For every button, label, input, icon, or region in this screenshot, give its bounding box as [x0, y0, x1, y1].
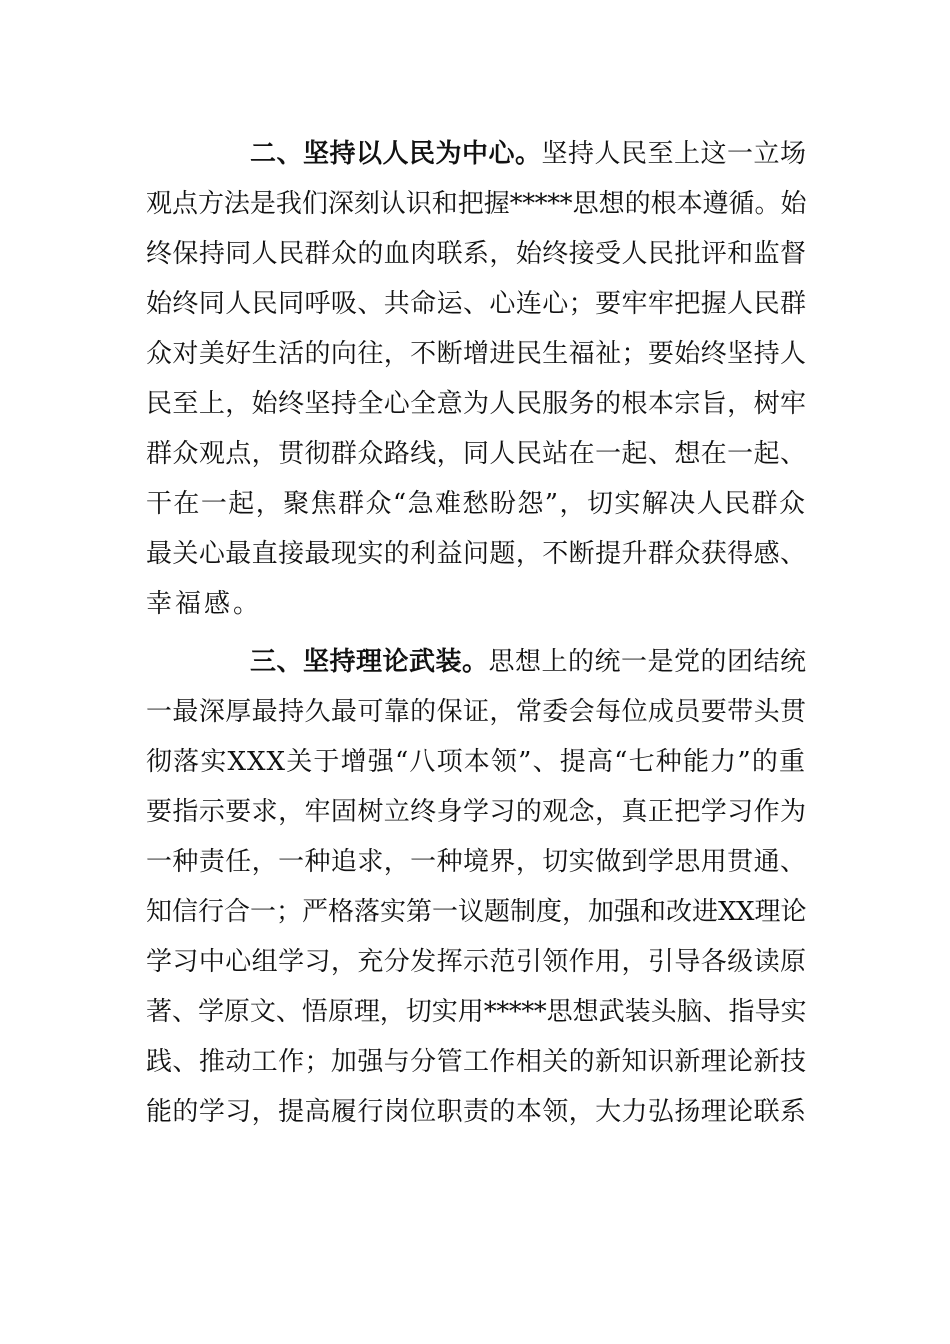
section-3-line-5: 知信行合一；严格落实第一议题制度，加强和改进XX理论 [146, 897, 806, 927]
section-2-line-0: 坚持人民至上这一立场 [541, 139, 806, 169]
section-2-line-6: 群众观点，贯彻群众路线，同人民站在一起、想在一起、 [146, 439, 806, 469]
section-3-line-9: 能的学习，提高履行岗位职责的本领，大力弘扬理论联系 [146, 1097, 806, 1127]
section-2-line-4: 众对美好生活的向往，不断增进民生福祉；要始终坚持人 [146, 339, 806, 369]
section-2-line-7: 干在一起，聚焦群众“急难愁盼怨”，切实解决人民群众 [146, 489, 806, 519]
section-2-heading: 二、坚持以人民为中心。 [250, 139, 542, 169]
section-2-first-line [250, 134, 806, 174]
section-3-line-2: 彻落实XXX关于增强“八项本领”、提高“七种能力”的重 [146, 747, 806, 777]
section-2-line-2: 终保持同人民群众的血肉联系，始终接受人民批评和监督 [146, 239, 806, 269]
section-3-line-8: 践、推动工作；加强与分管工作相关的新知识新理论新技 [146, 1047, 806, 1077]
section-2-line-8: 最关心最直接最现实的利益问题，不断提升群众获得感、 [146, 539, 806, 569]
section-2-line-3: 始终同人民同呼吸、共命运、心连心；要牢牢把握人民群 [146, 289, 806, 319]
section-3-line-3: 要指示要求，牢固树立终身学习的观念，真正把学习作为 [146, 797, 806, 827]
section-3-first-line [250, 642, 806, 682]
section-3-line-4: 一种责任，一种追求，一种境界，切实做到学思用贯通、 [146, 847, 806, 877]
section-2-line-9: 幸福感。 [146, 589, 263, 619]
section-3-line-6: 学习中心组学习，充分发挥示范引领作用，引导各级读原 [146, 947, 806, 977]
section-3-line-1: 一最深厚最持久最可靠的保证，常委会每位成员要带头贯 [146, 697, 806, 727]
section-3-line-0: 思想上的统一是党的团结统 [488, 647, 806, 677]
section-3-line-7: 著、学原文、悟原理，切实用*****思想武装头脑、指导实 [146, 997, 806, 1027]
section-2-line-1: 观点方法是我们深刻认识和把握*****思想的根本遵循。始 [146, 189, 806, 219]
section-3-heading: 三、坚持理论武装。 [250, 647, 489, 677]
section-2-line-5: 民至上，始终坚持全心全意为人民服务的根本宗旨，树牢 [146, 389, 806, 419]
